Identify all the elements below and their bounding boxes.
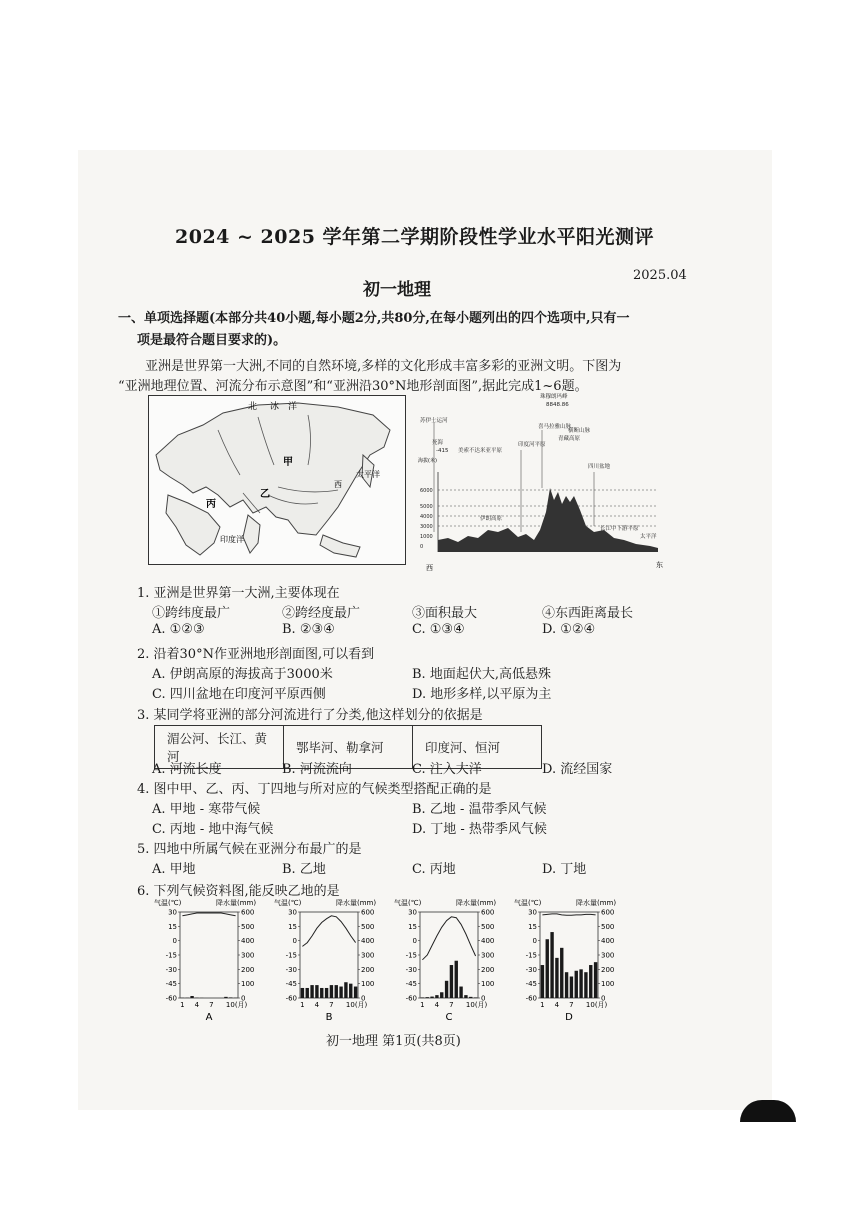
climate-chart-c <box>390 896 508 1024</box>
month-label: 10(月) <box>585 1001 608 1009</box>
precip-tick-label: 600 <box>481 908 495 917</box>
temp-axis-title: 气温(℃) <box>514 899 542 907</box>
precip-bar <box>349 984 352 998</box>
temp-tick-label: 15 <box>408 922 417 931</box>
profile-ytick: 6000 <box>420 488 433 494</box>
precip-tick-label: 500 <box>601 922 615 931</box>
month-label: 7 <box>449 1001 454 1009</box>
temp-tick-label: 15 <box>168 922 177 931</box>
profile-pacific: 太平洋 <box>640 534 657 540</box>
precip-bar <box>426 997 429 998</box>
profile-axis-unit: 海拔(米) <box>418 458 437 464</box>
precip-tick-label: 300 <box>601 951 615 960</box>
profile-ytick: 3000 <box>420 524 433 530</box>
river-group-2: 鄂毕河、勒拿河 <box>284 726 413 769</box>
map-label-indian-ocean: 印度洋 <box>220 535 244 544</box>
map-label-north: 北 <box>248 402 258 412</box>
q5-option-b[interactable]: B. 乙地 <box>282 862 326 877</box>
temp-tick-label: 30 <box>288 908 297 917</box>
precip-axis-title: 降水量(mm) <box>336 899 377 907</box>
precip-bar <box>339 987 342 998</box>
profile-dead-sea: 死海 <box>432 440 444 446</box>
temp-tick-label: -60 <box>165 994 177 1003</box>
q2-stem: 2. 沿着30°N作亚洲地形剖面图,可以看到 <box>137 647 375 662</box>
subject-title: 初一地理 <box>363 280 431 300</box>
asia-map <box>148 395 406 565</box>
precip-tick-label: 400 <box>601 937 615 946</box>
chart-frame <box>420 912 478 998</box>
precip-bar <box>546 939 549 998</box>
month-label: 1 <box>420 1001 425 1009</box>
profile-west: 西 <box>426 564 433 572</box>
precip-tick-label: 500 <box>241 922 255 931</box>
precip-tick-label: 0 <box>361 994 366 1003</box>
month-label: 1 <box>180 1001 185 1009</box>
temp-tick-label: 0 <box>532 937 537 946</box>
section-heading: 一、单项选择题(本部分共40小题,每小题2分,共80分,在每小题列出的四个选项中,只有一 <box>118 311 630 326</box>
profile-sichuan: 四川盆地 <box>588 464 611 470</box>
profile-ytick: 0 <box>420 544 424 550</box>
precip-bar <box>330 985 333 998</box>
q4-option-d[interactable]: D. 丁地 - 热带季风气候 <box>412 822 547 837</box>
temperature-curve <box>302 916 355 947</box>
profile-yangtze: 长江中下游平原 <box>600 526 639 532</box>
precip-bar <box>464 995 467 998</box>
precip-bar <box>594 962 597 998</box>
river-group-3: 印度河、恒河 <box>413 726 542 769</box>
profile-mesopotamia: 美索不达米亚平原 <box>458 448 503 454</box>
intro-line-2: “亚洲地理位置、河流分布示意图”和“亚洲沿30°N地形剖面图”,据此完成1~6题。 <box>118 379 588 394</box>
q4-option-a[interactable]: A. 甲地 - 寒带气候 <box>152 802 261 817</box>
precip-bar <box>455 961 458 998</box>
river-group-1: 湄公河、长江、黄河 <box>155 726 284 769</box>
q1-item: ③面积最大 <box>412 606 478 621</box>
precip-tick-label: 300 <box>481 951 495 960</box>
precip-bar <box>474 997 477 998</box>
temp-tick-label: -30 <box>525 965 537 974</box>
precip-bar <box>469 997 472 998</box>
precip-tick-label: 600 <box>241 908 255 917</box>
precip-bar <box>584 972 587 998</box>
temp-tick-label: -45 <box>405 980 417 989</box>
temp-tick-label: 30 <box>408 908 417 917</box>
precip-axis-title: 降水量(mm) <box>456 899 497 907</box>
temp-tick-label: 0 <box>292 937 297 946</box>
exam-title: 2024 ~ 2025 学年第二学期阶段性学业水平阳光测评 <box>175 226 655 248</box>
q4-option-c[interactable]: C. 丙地 - 地中海气候 <box>152 822 274 837</box>
profile-indus: 印度河平原 <box>518 442 546 448</box>
precip-tick-label: 200 <box>361 965 375 974</box>
month-label: 10(月) <box>465 1001 488 1009</box>
precip-bar <box>589 965 592 998</box>
chart-frame <box>180 912 238 998</box>
temp-tick-label: -60 <box>405 994 417 1003</box>
precip-bar <box>421 997 424 998</box>
q1-item: ②跨经度最广 <box>282 606 361 621</box>
temp-tick-label: -45 <box>525 980 537 989</box>
temp-tick-label: -15 <box>405 951 417 960</box>
precip-tick-label: 400 <box>361 937 375 946</box>
chart-option-label[interactable]: C <box>445 1012 453 1023</box>
profile-ytick: 5000 <box>420 504 433 510</box>
q1-item: ④东西距离最长 <box>542 606 634 621</box>
temp-tick-label: -15 <box>525 951 537 960</box>
precip-tick-label: 400 <box>241 937 255 946</box>
precip-tick-label: 300 <box>241 951 255 960</box>
profile-east: 东 <box>656 561 663 569</box>
profile-ytick: 4000 <box>420 514 433 520</box>
temp-tick-label: -30 <box>405 965 417 974</box>
scan-artifact <box>740 1100 796 1122</box>
q5-option-c[interactable]: C. 丙地 <box>412 862 456 877</box>
page-footer: 初一地理 第1页(共8页) <box>326 1034 461 1049</box>
month-label: 7 <box>329 1001 334 1009</box>
temp-axis-title: 气温(℃) <box>154 899 182 907</box>
q2-option-c[interactable]: C. 四川盆地在印度河平原西侧 <box>152 687 326 702</box>
temperature-curve <box>542 914 595 915</box>
temp-tick-label: -30 <box>285 965 297 974</box>
precip-bar <box>320 988 323 998</box>
exam-date: 2025.04 <box>633 268 687 283</box>
temp-tick-label: -60 <box>285 994 297 1003</box>
chart-option-label[interactable]: D <box>565 1012 573 1023</box>
precip-tick-label: 200 <box>241 965 255 974</box>
precip-bar <box>550 932 553 998</box>
q1-option-d[interactable]: D. ①②④ <box>542 622 596 637</box>
precip-tick-label: 600 <box>601 908 615 917</box>
precip-axis-title: 降水量(mm) <box>216 899 257 907</box>
profile-everest-height: 8848.86 <box>546 402 569 408</box>
profile-himalaya: 喜马拉雅山脉 <box>538 424 572 430</box>
precip-bar <box>450 965 453 998</box>
temperature-curve <box>182 913 235 916</box>
temp-tick-label: 15 <box>528 922 537 931</box>
month-label: 4 <box>554 1001 560 1009</box>
precip-bar <box>560 948 563 998</box>
climate-chart-a <box>150 896 268 1024</box>
precip-bar <box>224 997 227 998</box>
q3-option-d[interactable]: D. 流经国家 <box>542 762 613 777</box>
precip-bar <box>555 958 558 998</box>
precip-tick-label: 0 <box>481 994 486 1003</box>
map-label-jia: 甲 <box>283 457 293 468</box>
q5-option-d[interactable]: D. 丁地 <box>542 862 587 877</box>
profile-tibet: 青藏高原 <box>558 436 581 442</box>
precip-bar <box>344 982 347 998</box>
precip-tick-label: 100 <box>361 980 375 989</box>
temp-tick-label: 0 <box>412 937 417 946</box>
profile-iran-plateau: 伊朗高原 <box>480 516 503 522</box>
precip-bar <box>306 988 309 998</box>
precip-bar <box>435 995 438 998</box>
map-label-bing: 丙 <box>206 499 216 510</box>
precip-tick-label: 100 <box>601 980 615 989</box>
q5-stem: 5. 四地中所属气候在亚洲分布最广的是 <box>137 842 362 857</box>
temp-tick-label: 30 <box>528 908 537 917</box>
month-label: 7 <box>569 1001 574 1009</box>
temp-tick-label: 15 <box>288 922 297 931</box>
climate-chart-b <box>270 896 388 1024</box>
temp-axis-title: 气温(℃) <box>394 899 422 907</box>
precip-bar <box>440 992 443 998</box>
climate-chart-d <box>510 896 628 1024</box>
precip-bar <box>541 965 544 998</box>
profile-hengduan: 横断山脉 <box>568 428 591 434</box>
profile-everest: 珠穆朗玛峰 <box>540 394 568 400</box>
precip-tick-label: 400 <box>481 937 495 946</box>
temp-tick-label: -45 <box>285 980 297 989</box>
q6-stem: 6. 下列气候资料图,能反映乙地的是 <box>137 884 340 899</box>
temperature-curve <box>422 917 475 960</box>
precip-bar <box>301 988 304 998</box>
month-label: 10(月) <box>345 1001 368 1009</box>
temp-tick-label: -15 <box>285 951 297 960</box>
precip-bar <box>459 987 462 998</box>
q3-option-b[interactable]: B. 河流流向 <box>282 762 352 777</box>
month-label: 4 <box>194 1001 200 1009</box>
q3-option-a[interactable]: A. 河流长度 <box>152 762 222 777</box>
map-label-west: 西 <box>334 480 342 489</box>
precip-bar <box>430 997 433 998</box>
month-label: 1 <box>300 1001 305 1009</box>
q1-stem: 1. 亚洲是世界第一大洲,主要体现在 <box>137 586 340 601</box>
temp-tick-label: -15 <box>165 951 177 960</box>
precip-tick-label: 500 <box>361 922 375 931</box>
temp-tick-label: -30 <box>165 965 177 974</box>
temp-tick-label: -45 <box>165 980 177 989</box>
precip-tick-label: 200 <box>481 965 495 974</box>
q3-stem: 3. 某同学将亚洲的部分河流进行了分类,他这样划分的依据是 <box>137 708 483 723</box>
map-label-ocean: 洋 <box>288 402 298 412</box>
month-label: 4 <box>314 1001 320 1009</box>
profile-sea-level: -415 <box>436 448 449 454</box>
q3-option-c[interactable]: C. 注入大洋 <box>412 762 482 777</box>
month-label: 4 <box>434 1001 440 1009</box>
month-label: 1 <box>540 1001 545 1009</box>
precip-tick-label: 0 <box>601 994 606 1003</box>
precip-tick-label: 100 <box>241 980 255 989</box>
temp-tick-label: -60 <box>525 994 537 1003</box>
precip-tick-label: 100 <box>481 980 495 989</box>
q2-option-b[interactable]: B. 地面起伏大,高低悬殊 <box>412 667 551 682</box>
q2-option-a[interactable]: A. 伊朗高原的海拔高于3000米 <box>152 667 333 682</box>
map-label-yi: 乙 <box>260 489 270 500</box>
climate-charts <box>150 896 630 1024</box>
precip-bar <box>315 985 318 998</box>
map-label-pacific: 太平洋 <box>356 470 380 479</box>
precip-bar <box>325 988 328 998</box>
q1-option-c[interactable]: C. ①③④ <box>412 622 465 637</box>
precip-tick-label: 500 <box>481 922 495 931</box>
precip-bar <box>579 969 582 998</box>
month-label: 10(月) <box>225 1001 248 1009</box>
profile-suez: 苏伊士运河 <box>420 418 448 424</box>
profile-ytick: 1000 <box>420 534 433 540</box>
precip-bar <box>445 981 448 998</box>
map-label-ice: 冰 <box>270 402 280 412</box>
precip-bar <box>310 985 313 998</box>
precip-bar <box>354 987 357 998</box>
q2-option-d[interactable]: D. 地形多样,以平原为主 <box>412 687 552 702</box>
terrain-profile <box>418 392 668 572</box>
precip-bar <box>570 977 573 999</box>
precip-bar <box>190 996 193 998</box>
intro-line-1: 亚洲是世界第一大洲,不同的自然环境,多样的文化形成丰富多彩的亚洲文明。下图为 <box>145 359 622 374</box>
month-label: 7 <box>209 1001 214 1009</box>
q1-option-a[interactable]: A. ①②③ <box>152 622 205 637</box>
precip-tick-label: 0 <box>241 994 246 1003</box>
q4-option-b[interactable]: B. 乙地 - 温带季风气候 <box>412 802 547 817</box>
precip-tick-label: 300 <box>361 951 375 960</box>
precip-bar <box>229 997 232 998</box>
precip-bar <box>565 972 568 998</box>
precip-tick-label: 600 <box>361 908 375 917</box>
chart-option-label[interactable]: B <box>325 1012 333 1023</box>
precip-tick-label: 200 <box>601 965 615 974</box>
precip-bar <box>575 971 578 998</box>
section-heading-cont: 项是最符合题目要求的)。 <box>137 333 287 348</box>
precip-axis-title: 降水量(mm) <box>576 899 617 907</box>
q1-option-b[interactable]: B. ②③④ <box>282 622 335 637</box>
temp-axis-title: 气温(℃) <box>274 899 302 907</box>
q5-option-a[interactable]: A. 甲地 <box>152 862 196 877</box>
q4-stem: 4. 图中甲、乙、丙、丁四地与所对应的气候类型搭配正确的是 <box>137 782 492 797</box>
temp-tick-label: 30 <box>168 908 177 917</box>
precip-bar <box>335 985 338 998</box>
q1-item: ①跨纬度最广 <box>152 606 231 621</box>
temp-tick-label: 0 <box>172 937 177 946</box>
chart-option-label[interactable]: A <box>205 1012 213 1023</box>
